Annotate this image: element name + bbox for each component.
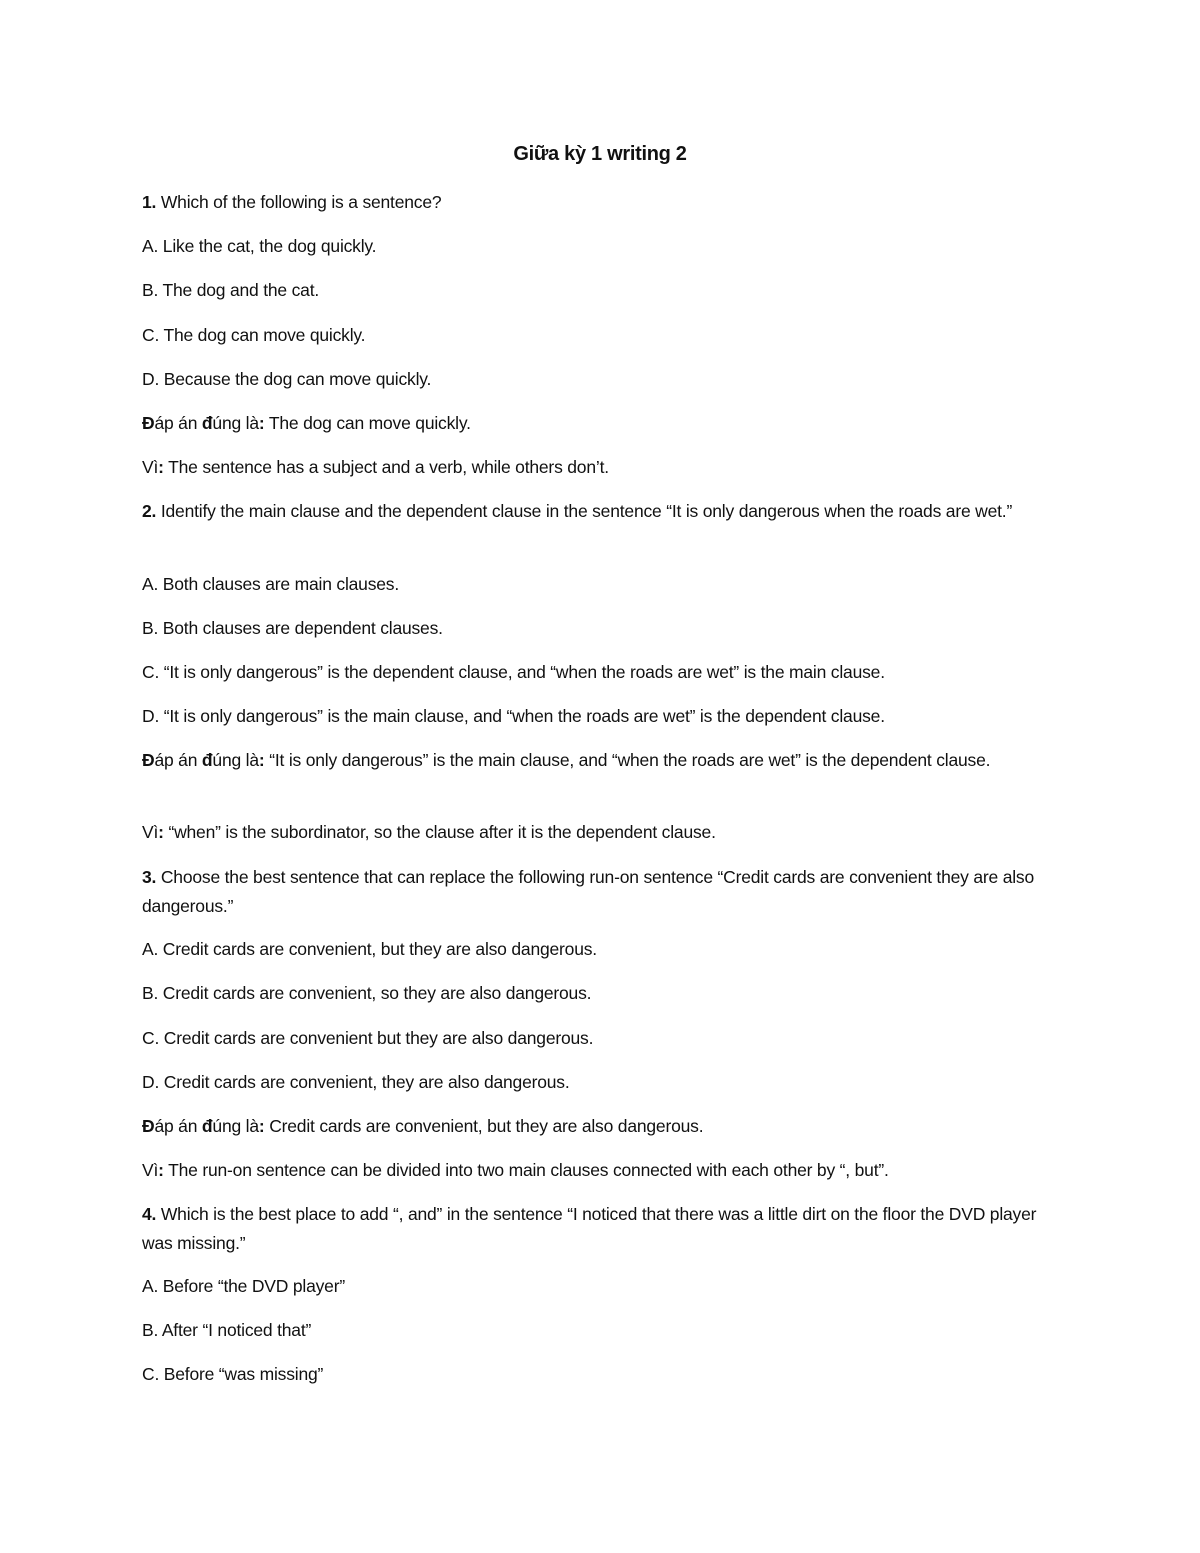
option-letter: B. bbox=[142, 280, 159, 300]
reason-label: Vì bbox=[142, 822, 159, 842]
q3-option-b bbox=[142, 979, 1062, 1008]
option-text: “It is only dangerous” is the dependent clause, and “when the roads are wet” is the main clause. bbox=[159, 662, 885, 682]
answer-label: đ bbox=[201, 750, 213, 770]
option-letter: D. bbox=[142, 1072, 160, 1092]
option-letter: B. bbox=[142, 983, 159, 1003]
answer-label: đ bbox=[201, 1116, 213, 1136]
option-text: Both clauses are dependent clauses. bbox=[158, 618, 443, 638]
option-text: After “I noticed that” bbox=[158, 1320, 312, 1340]
q1-option-d bbox=[142, 365, 1062, 394]
question-text: Choose the best sentence that can replace the following run-on sentence “Credit cards are convenient they are also dangerous.” bbox=[142, 867, 1035, 916]
answer-label: áp án bbox=[154, 413, 202, 433]
option-letter: C. bbox=[142, 1364, 160, 1384]
q2-option-b bbox=[142, 614, 1062, 643]
answer-label: Đ bbox=[142, 750, 155, 770]
option-text: “It is only dangerous” is the main clause, and “when the roads are wet” is the dependent clause. bbox=[159, 706, 885, 726]
answer-label: áp án bbox=[154, 1116, 202, 1136]
answer-label: đ bbox=[201, 413, 213, 433]
reason-label: Vì bbox=[142, 1160, 159, 1180]
q3-answer bbox=[142, 1112, 1062, 1141]
reason-text: The sentence has a subject and a verb, while others don’t. bbox=[163, 457, 609, 477]
q2-option-c bbox=[142, 658, 1062, 687]
option-letter: C. bbox=[142, 662, 160, 682]
reason-label: : bbox=[158, 457, 164, 477]
q2-option-a bbox=[142, 570, 1062, 599]
answer-text: “It is only dangerous” is the main clause, and “when the roads are wet” is the dependent clause. bbox=[264, 750, 991, 770]
option-letter: D. bbox=[142, 369, 160, 389]
question-number: 4. bbox=[142, 1204, 157, 1224]
option-letter: B. bbox=[142, 618, 159, 638]
option-text: Credit cards are convenient, they are also dangerous. bbox=[159, 1072, 570, 1092]
question-3 bbox=[142, 863, 1062, 921]
option-letter: A. bbox=[142, 574, 159, 594]
option-text: Because the dog can move quickly. bbox=[159, 369, 432, 389]
answer-label: : bbox=[258, 413, 265, 433]
answer-label: : bbox=[258, 1116, 265, 1136]
question-number: 3. bbox=[142, 867, 157, 887]
reason-text: “when” is the subordinator, so the clause after it is the dependent clause. bbox=[163, 822, 716, 842]
option-letter: C. bbox=[142, 1028, 160, 1048]
answer-text: The dog can move quickly. bbox=[264, 413, 471, 433]
answer-label: Đ bbox=[142, 1116, 155, 1136]
answer-label: Đ bbox=[142, 413, 155, 433]
option-text: Like the cat, the dog quickly. bbox=[158, 236, 377, 256]
option-text: Before “was missing” bbox=[159, 1364, 324, 1384]
reason-text: The run-on sentence can be divided into two main clauses connected with each other by “, but”. bbox=[163, 1160, 889, 1180]
answer-label: úng là bbox=[212, 413, 259, 433]
q4-option-a bbox=[142, 1272, 1062, 1301]
option-text: Before “the DVD player” bbox=[158, 1276, 345, 1296]
q3-reason bbox=[142, 1156, 1062, 1185]
q1-answer bbox=[142, 409, 1062, 438]
option-text: Credit cards are convenient, so they are also dangerous. bbox=[158, 983, 592, 1003]
option-letter: C. bbox=[142, 325, 160, 345]
q4-option-b bbox=[142, 1316, 1062, 1345]
question-text: Which is the best place to add “, and” in the sentence “I noticed that there was a little dirt on the floor the DVD player was missing.” bbox=[142, 1204, 1037, 1253]
question-2 bbox=[142, 497, 1062, 526]
reason-label: : bbox=[158, 822, 164, 842]
answer-label: úng là bbox=[212, 750, 259, 770]
question-number: 2. bbox=[142, 501, 157, 521]
question-text: Which of the following is a sentence? bbox=[156, 192, 442, 212]
q3-option-c bbox=[142, 1024, 1062, 1053]
answer-label: : bbox=[258, 750, 265, 770]
reason-label: : bbox=[158, 1160, 164, 1180]
question-1 bbox=[142, 188, 1062, 217]
option-text: Credit cards are convenient but they are also dangerous. bbox=[159, 1028, 594, 1048]
option-letter: A. bbox=[142, 939, 159, 959]
q1-option-c bbox=[142, 321, 1062, 350]
question-4 bbox=[142, 1200, 1062, 1258]
option-letter: A. bbox=[142, 1276, 159, 1296]
q1-option-b bbox=[142, 276, 1062, 305]
answer-label: áp án bbox=[154, 750, 202, 770]
q2-reason bbox=[142, 818, 1062, 847]
option-text: Both clauses are main clauses. bbox=[158, 574, 400, 594]
q3-option-a bbox=[142, 935, 1062, 964]
question-number: 1. bbox=[142, 192, 157, 212]
answer-label: úng là bbox=[212, 1116, 259, 1136]
reason-label: Vì bbox=[142, 457, 159, 477]
question-text: Identify the main clause and the dependent clause in the sentence “It is only dangerous when the roads are wet.” bbox=[156, 501, 1013, 521]
q1-reason bbox=[142, 453, 1062, 482]
q2-option-d bbox=[142, 702, 1062, 731]
option-text: The dog and the cat. bbox=[158, 280, 320, 300]
answer-text: Credit cards are convenient, but they are also dangerous. bbox=[264, 1116, 704, 1136]
q1-option-a bbox=[142, 232, 1062, 261]
q3-option-d bbox=[142, 1068, 1062, 1097]
option-text: The dog can move quickly. bbox=[159, 325, 366, 345]
option-letter: A. bbox=[142, 236, 159, 256]
q4-option-c bbox=[142, 1360, 1062, 1389]
q2-answer bbox=[142, 746, 1062, 775]
option-letter: B. bbox=[142, 1320, 159, 1340]
document-title: Giữa kỳ 1 writing 2 bbox=[513, 143, 687, 165]
option-letter: D. bbox=[142, 706, 160, 726]
option-text: Credit cards are convenient, but they are also dangerous. bbox=[158, 939, 597, 959]
